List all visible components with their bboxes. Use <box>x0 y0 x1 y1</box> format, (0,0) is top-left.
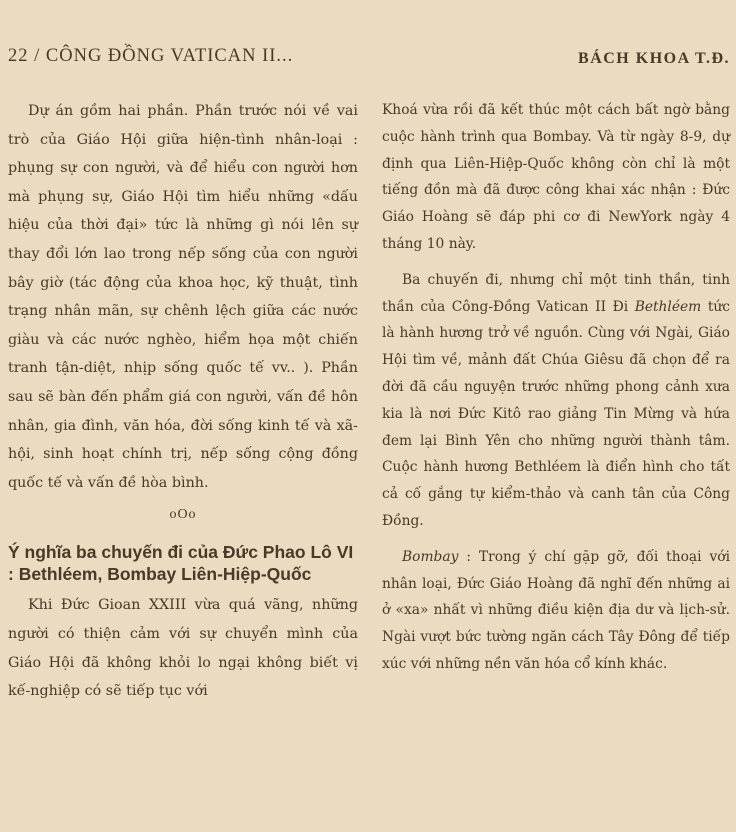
right-paragraph-1: Khoá vừa rồi đã kết thúc một cách bất ngờ bằng cuộc hành trình qua Bombay. Và từ ngày 8-9, dự định qua Liên-Hiệp-Quốc không còn chỉ là một tiếng đồn mà đã được công khai xác nhận : Đức Giáo Hoàng sẽ đáp phi cơ đi NewYork ngày 4 tháng 10 này. <box>382 102 730 252</box>
page-header <box>8 46 732 72</box>
right-paragraph-2-start: Ba chuyến đi, nhưng chỉ một tinh thần, tinh thần của Công-Đồng Vatican II Đi <box>382 271 730 315</box>
left-column <box>8 97 358 706</box>
right-paragraph-2-end: tức là hành hương trở về nguồn. Cùng với Ngài, Giáo Hội tìm về, mảnh đất Chúa Giêsu đã chọn để ra đời đã cầu nguyện trước những phong cảnh xưa kia là nơi Đức Kitô rao giảng Tin Mừng và hứa đem lại Bình Yên cho những người thành tâm. Cuộc hành hương Bethléem là điển hình cho tất cả cố gắng tự kiểm-thảo và canh tân của Công Đồng. <box>382 298 730 529</box>
running-head-right: BÁCH KHOA T.Đ. <box>578 50 730 67</box>
section-heading: Ý nghĩa ba chuyến đi của Đức Phao Lô VI : Bethléem, Bombay Liên-Hiệp-Quốc <box>8 542 354 585</box>
right-paragraph-3-end: : Trong ý chí gặp gỡ, đối thoại với nhân loại, Đức Giáo Hoàng đã nghĩ đến những ai ở «xa» nhất vì những điều kiện địa dư và lịch-sử. Ngài vượt bức tường ngăn cách Tây Đông để tiếp xúc với những nền văn hóa cổ kính khác. <box>382 548 730 672</box>
running-head-left: 22 / CÔNG ĐỒNG VATICAN II... <box>8 46 294 66</box>
right-column <box>382 97 730 678</box>
left-paragraph-2: Khi Đức Gioan XXIII vừa quá vãng, những người có thiện cảm với sự chuyển mình của Giáo Hội đã không khỏi lo ngại không biết vị kế-nghiệp có sẽ tiếp tục với <box>8 597 358 700</box>
section-separator: oOo <box>169 507 197 523</box>
left-paragraph-1: Dự án gồm hai phần. Phần trước nói về vai trò của Giáo Hội giữa hiện-tình nhân-loại : phụng sự con người, và để hiểu con người hơn mà phụng sự, Giáo Hội tìm hiểu những «dấu hiệu của thời đại» tức là những gì nói lên sự thay đổi lớn lao trong nếp sống của con người bây giờ (tác động của khoa học, kỹ thuật, tình trạng nhân mãn, sự chênh lệch giữa các nước giàu và các nước nghèo, hiểm họa một chiến tranh tận-diệt, nhịp sống quốc tế vv.. ). Phần sau sẽ bàn đến phẩm giá con người, vấn đề hôn nhân, gia đình, văn hóa, đời sống kinh tế và xã-hội, sinh hoạt chính trị, nếp sống cộng đồng quốc tế và vấn đề hòa bình. <box>8 103 358 491</box>
right-paragraph-2 <box>382 267 730 535</box>
right-paragraph-3 <box>382 544 730 678</box>
bombay-italic: Bombay <box>402 548 459 565</box>
bethleem-italic: Bethléem <box>634 298 702 315</box>
